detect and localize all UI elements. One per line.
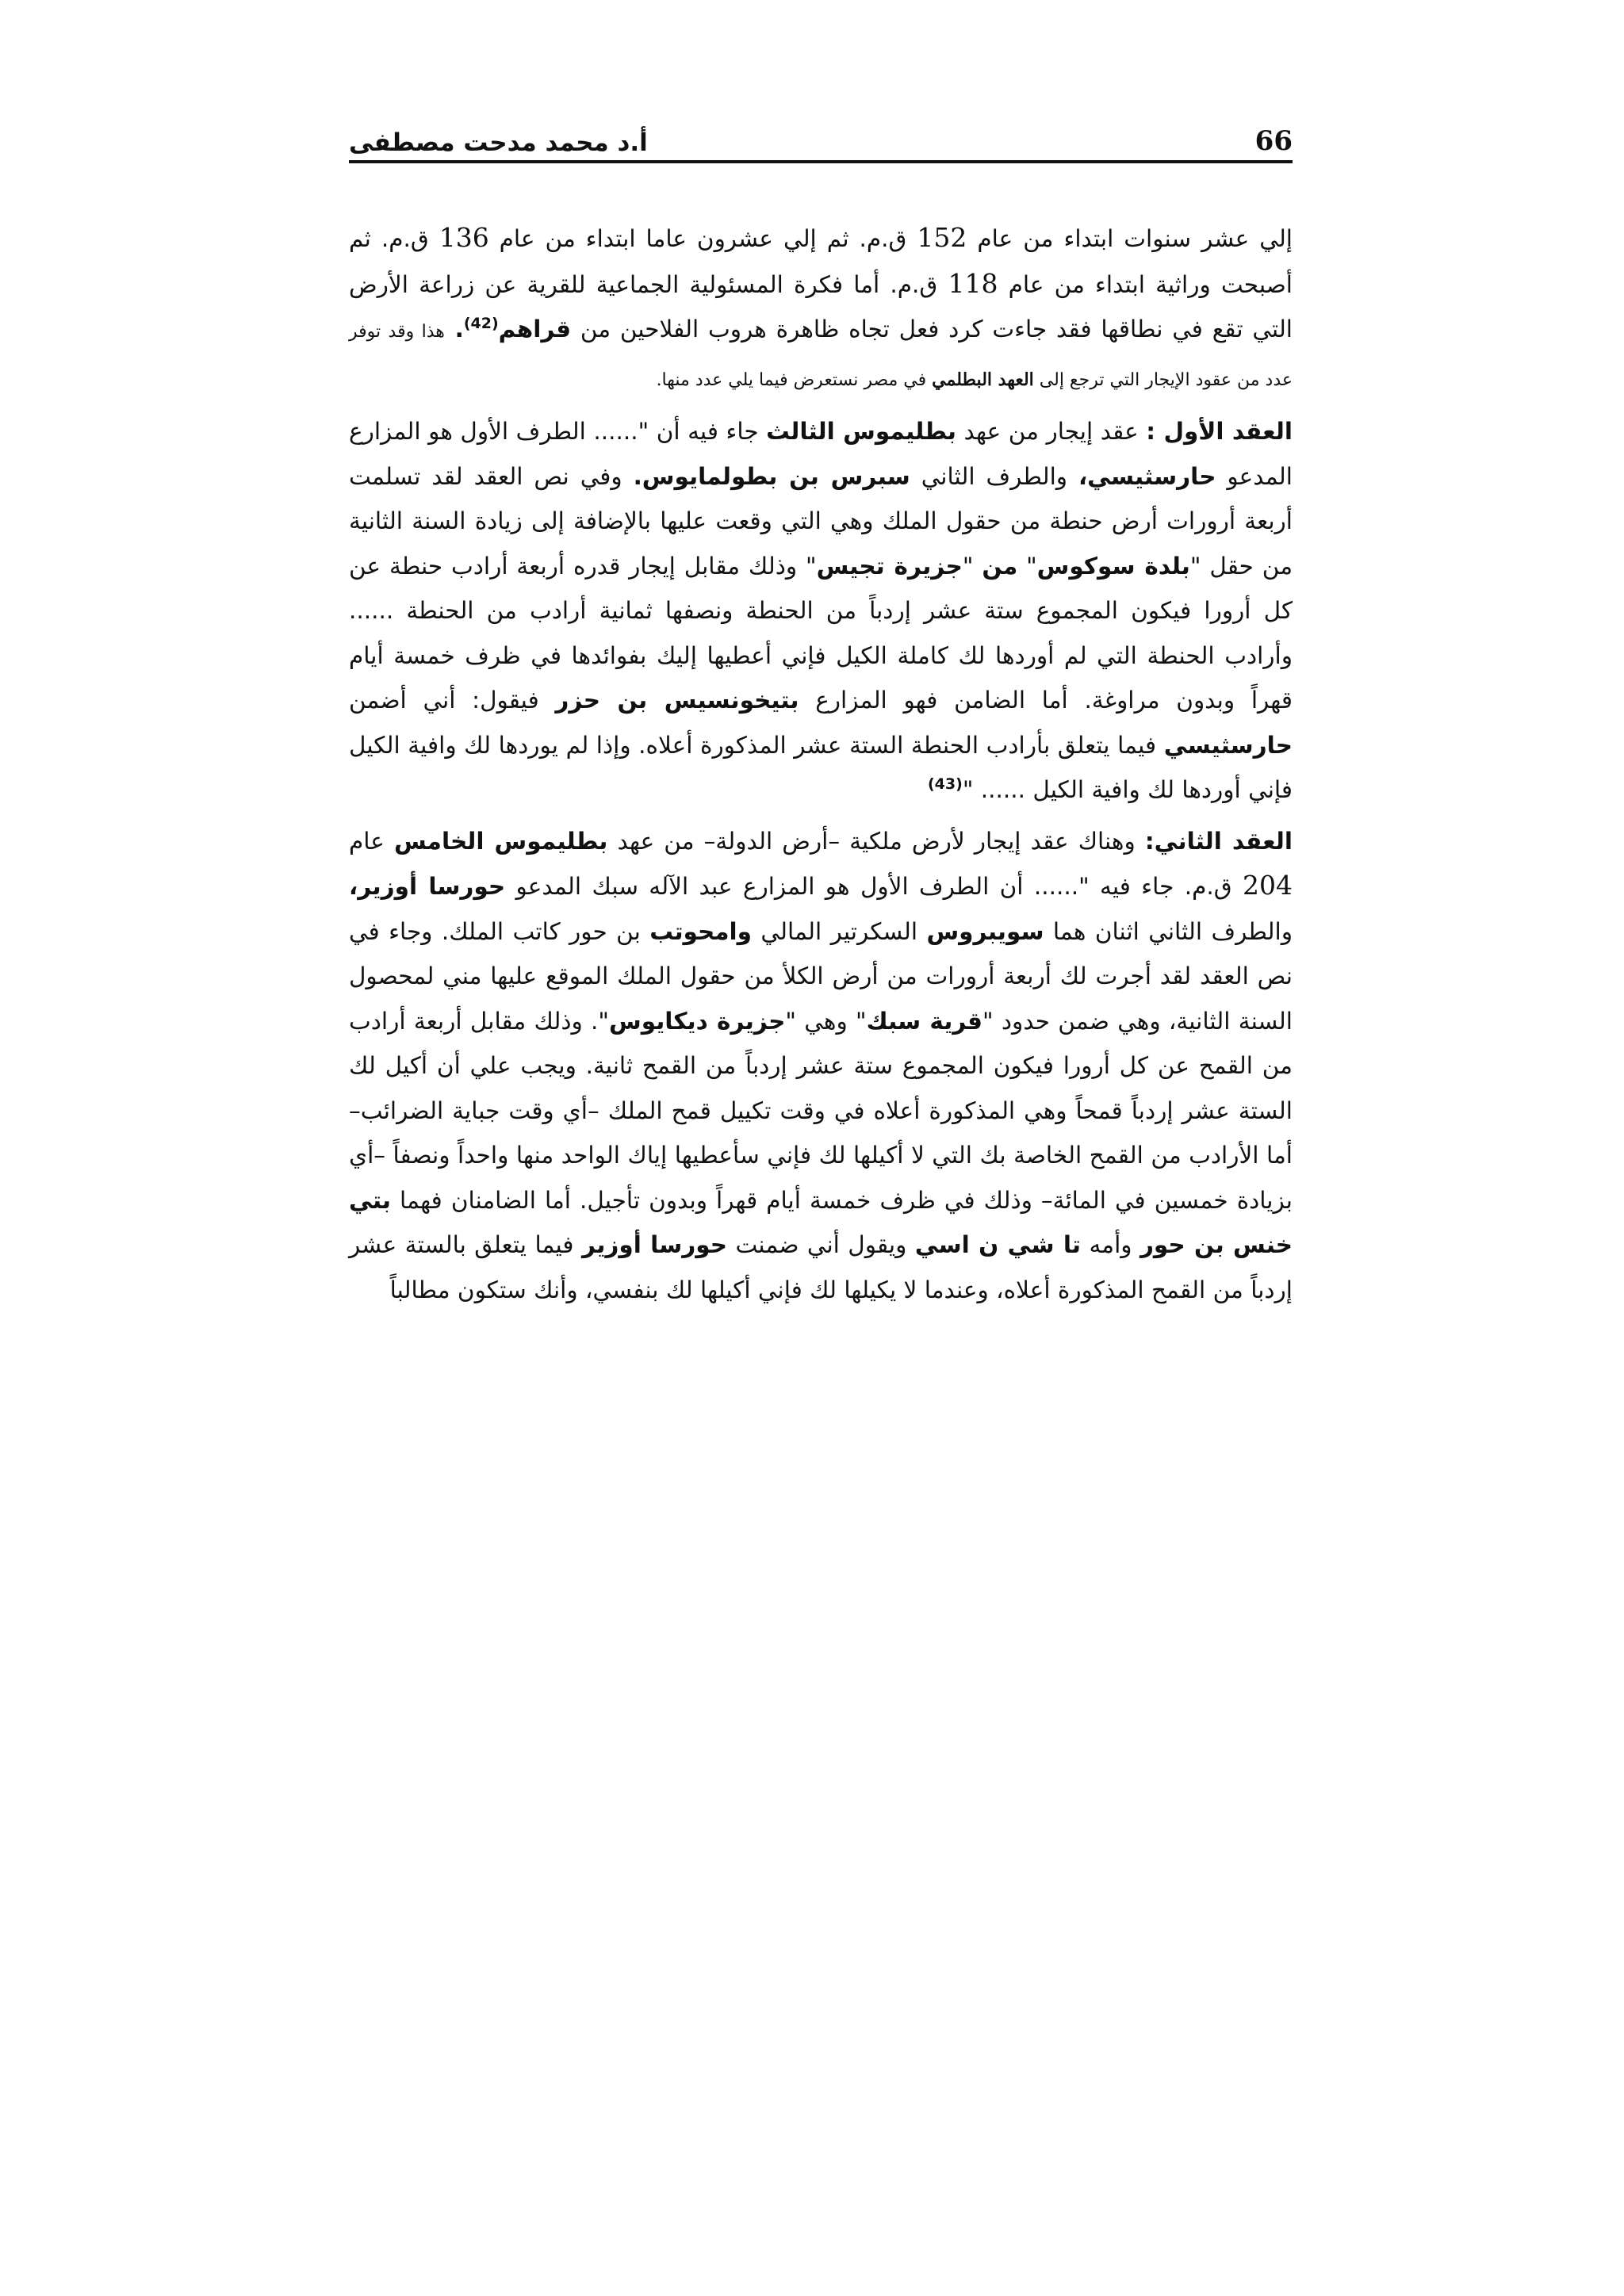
text-segment: ق.م. ثم إلي عشرون عاما ابتداء من عام <box>488 225 917 252</box>
bold-term: سبرس بن بطولمايوس. <box>633 462 910 490</box>
body-text <box>349 216 1293 1318</box>
bold-term: سويبروس <box>926 917 1044 945</box>
text-segment: وأمه <box>1081 1231 1140 1258</box>
year-number: 152 <box>917 222 967 253</box>
page-number: 66 <box>1254 125 1293 157</box>
header-rule <box>349 160 1293 163</box>
contract-heading: العقد الثاني: <box>1144 827 1293 855</box>
text-segment: " <box>1017 552 1037 580</box>
text-segment: . <box>444 316 464 342</box>
bold-term: حارسثيسي، <box>1078 462 1216 490</box>
text-segment: فيما يتعلق بالستة عشر إردباً من القمح المذكورة أعلاه، وعندما لا يكيلها لك فإني أكيلها لك بنفسي، وأنك ستكون مطالباً <box>349 1231 1293 1303</box>
bold-term: بطليموس الثالث <box>766 418 956 445</box>
text-segment-small: في مصر نستعرض فيما يلي عدد منها. <box>656 369 933 390</box>
text-segment: " <box>962 552 982 580</box>
year-number: 118 <box>948 267 998 299</box>
text-segment-small: هذا وقد توفر عدد من عقود الإيجار التي ترجع إلى <box>349 322 1293 390</box>
footnote-ref-43: (43) <box>927 775 963 794</box>
text-segment: جاء فيه أن "...... الطرف الأول هو المزارع المدعو <box>349 418 1293 490</box>
text-segment: فيما يتعلق بأرادب الحنطة الستة عشر المذكورة أعلاه. وإذا لم يوردها لك وافية الكيل فإني أوردها لك وافية الكيل ...... " <box>349 731 1293 803</box>
text-segment: بن حور كاتب الملك. وجاء في نص العقد لقد أجرت لك أربعة أرورات من أرض الكلأ من حقول الملك الموقع عليها مني لمحصول السنة الثانية، وهي ضمن حدود " <box>349 917 1293 1035</box>
text-segment: إلي عشر سنوات ابتداء من عام <box>967 225 1293 252</box>
bold-term: بتيخونسيس بن حزر <box>555 687 799 714</box>
bold-term: حورسا أوزير، <box>349 873 506 900</box>
bold-term: حارسثيسي <box>1163 731 1293 759</box>
bold-term: قراهم <box>498 316 572 342</box>
text-segment: وهناك عقد إيجار لأرض ملكية –أرض الدولة– من عهد <box>607 827 1145 855</box>
bold-term: العهد البطلمي <box>932 369 1034 390</box>
text-segment: ويقول أني ضمنت <box>727 1231 915 1258</box>
bold-term: جزيرة تجيس <box>816 552 963 580</box>
text-segment: ق.م. أما فكرة المسئولية الجماعية للقرية عن زراعة الأرض التي تقع في نطاقها فقد جاءت كرد فعل تجاه ظاهرة هروب الفلاحين من <box>349 270 1293 342</box>
year-number: 136 <box>439 222 489 253</box>
text-segment: والطرف الثاني اثنان هما <box>1044 917 1293 945</box>
document-page <box>349 0 1293 2296</box>
paragraph-contract-1 <box>349 409 1293 813</box>
text-segment: فيقول: أني أضمن <box>349 687 556 714</box>
paragraph-1 <box>349 216 1293 403</box>
bold-term: جزيرة ديكايوس <box>609 1007 786 1035</box>
text-segment: " وذلك مقابل إيجار قدره أربعة أرادب حنطة عن كل أرورا فيكون المجموع ستة عشر إردباً من الحنطة ونصفها ثمانية أرادب من الحنطة ...... وأرادب الحنطة التي لم أوردها لك كاملة الكيل فإني أعطيها إليك بفوائدها في ظرف خمسة أيام قهراً وبدون مراوغة. أما الضامن فهو المزارع <box>349 552 1293 714</box>
bold-term: حورسا أوزير <box>581 1231 727 1258</box>
bold-term: وامحوتب <box>649 917 753 945</box>
text-segment: ق.م. جاء فيه "...... أن الطرف الأول هو المزارع عبد الآله سبك المدعو <box>505 873 1243 900</box>
year-number: 204 <box>1243 870 1293 901</box>
text-segment: السكرتير المالي <box>752 917 927 945</box>
bold-term: تا شي ن اسي <box>914 1231 1081 1258</box>
bold-term: بلدة سوكوس <box>1036 552 1190 580</box>
contract-heading: العقد الأول : <box>1146 418 1293 445</box>
footnote-ref-42: (42) <box>463 315 499 333</box>
page-header <box>349 109 1293 157</box>
bold-term: قرية سبك <box>866 1007 982 1035</box>
author-name: أ.د محمد مدحت مصطفى <box>349 128 648 157</box>
text-segment: ق.م. ثم أصبحت وراثية ابتداء من عام <box>349 225 1293 298</box>
text-segment: عام <box>349 827 394 855</box>
bold-term: بتي خنس بن حور <box>349 1186 1293 1258</box>
text-segment: وفي نص العقد لقد تسلمت أربعة أرورات أرض حنطة من حقول الملك وهي التي وقعت عليها بالإضافة إلى زيادة السنة الثانية من حقل " <box>349 462 1293 580</box>
bold-term: بطليموس الخامس <box>393 827 608 855</box>
text-segment: ". وذلك مقابل أربعة أرادب من القمح عن كل أرورا فيكون المجموع ستة عشر إردباً من القمح ثانية. ويجب علي أن أكيل لك الستة عشر إردباً قمحاً وهي المذكورة أعلاه في وقت تكييل قمح الملك –أي وقت جباية الضرائب– أما الأرادب من القمح الخاصة بك التي لا أكيلها لك فإني سأعطيها إياك الواحد منها واحداً ونصفاً –أي بزيادة خمسين في المائة– وذلك في ظرف خمسة أيام قهراً وبدون تأجيل. أما الضامنان فهما <box>349 1007 1293 1214</box>
bold-term: من <box>982 552 1018 580</box>
text-segment: " وهي " <box>785 1007 867 1035</box>
text-segment: عقد إيجار من عهد <box>956 418 1147 445</box>
paragraph-contract-2 <box>349 819 1293 1313</box>
text-segment: والطرف الثاني <box>910 462 1078 490</box>
